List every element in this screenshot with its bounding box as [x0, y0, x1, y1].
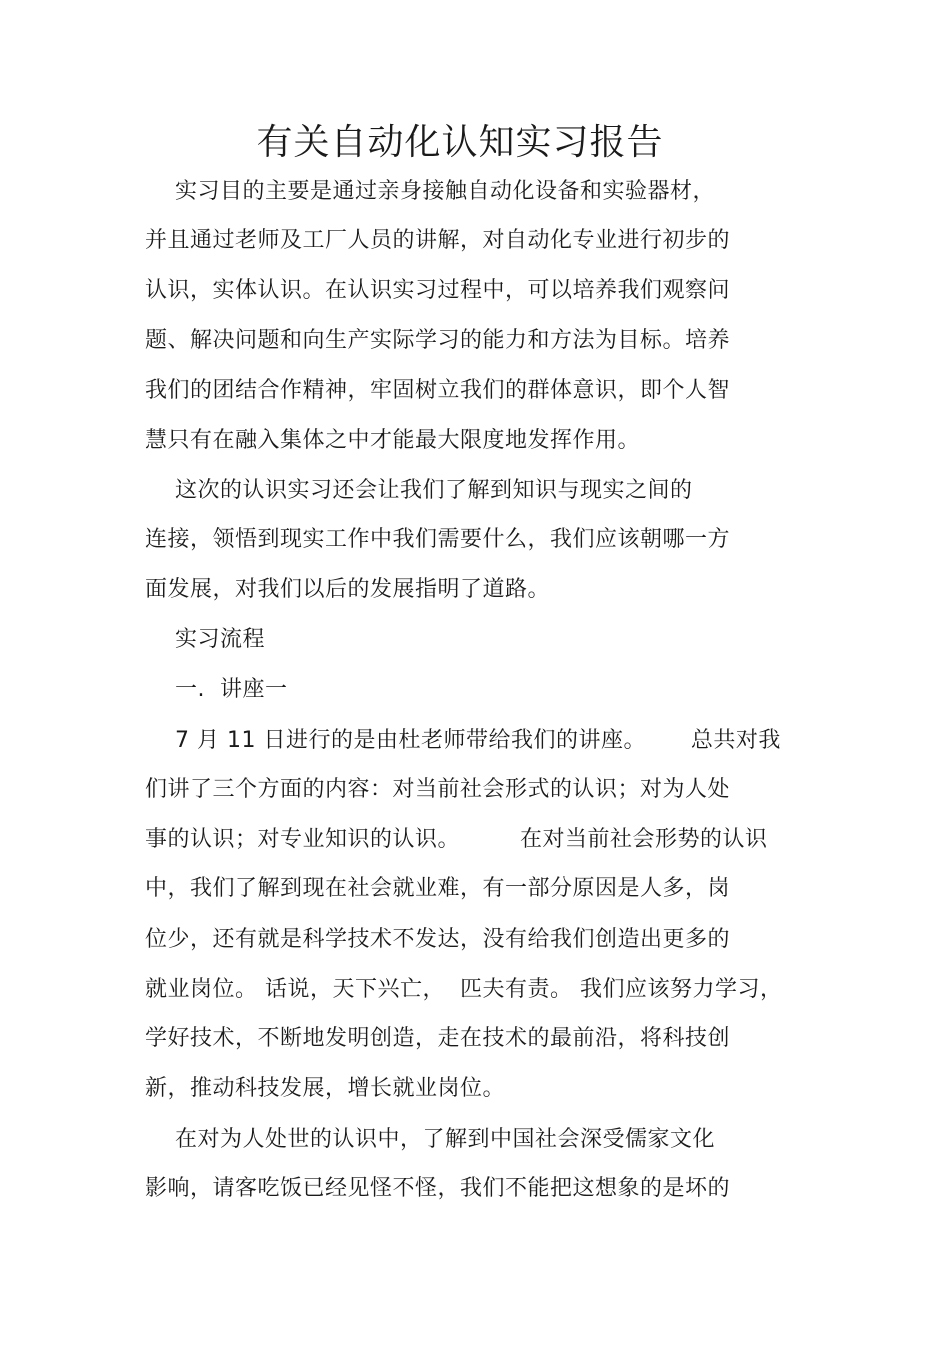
body-line: 实习目的主要是通过亲身接触自动化设备和实验器材，: [145, 179, 715, 204]
section-heading: 实习流程: [145, 627, 265, 652]
body-line: 们讲了三个方面的内容：对当前社会形式的认识；对为人处: [145, 777, 731, 802]
body-line: 连接，领悟到现实工作中我们需要什么，我们应该朝哪一方: [145, 527, 731, 552]
body-line: 我们的团结合作精神，牢固树立我们的群体意识，即个人智: [145, 378, 731, 403]
body-line: 慧只有在融入集体之中才能最大限度地发挥作用。: [145, 428, 641, 453]
subsection-heading: 一. 讲座一: [145, 677, 288, 702]
body-line: 并且通过老师及工厂人员的讲解，对自动化专业进行初步的: [145, 228, 731, 253]
document-title: 有关自动化认知实习报告: [256, 122, 664, 163]
body-line: 位少，还有就是科学技术不发达，没有给我们创造出更多的: [145, 927, 731, 952]
body-line: 新，推动科技发展，增长就业岗位。: [145, 1076, 506, 1101]
body-line: 事的认识；对专业知识的认识。 在对当前社会形势的认识: [145, 827, 768, 852]
body-line: 认识，实体认识。在认识实习过程中，可以培养我们观察问: [145, 278, 731, 303]
body-line: 就业岗位。 话说，天下兴亡， 匹夫有责。 我们应该努力学习，: [145, 977, 783, 1002]
body-line: 在对为人处世的认识中，了解到中国社会深受儒家文化: [145, 1127, 715, 1152]
body-line: 中，我们了解到现在社会就业难，有一部分原因是人多，岗: [145, 876, 731, 901]
body-line: 题、解决问题和向生产实际学习的能力和方法为目标。培养: [145, 328, 731, 353]
body-line: 学好技术，不断地发明创造，走在技术的最前沿，将科技创: [145, 1026, 731, 1051]
body-line: 7 月 11 日进行的是由杜老师带给我们的讲座。 总共对我: [145, 728, 781, 753]
body-line: 这次的认识实习还会让我们了解到知识与现实之间的: [145, 478, 693, 503]
body-line: 面发展，对我们以后的发展指明了道路。: [145, 577, 551, 602]
body-line: 影响，请客吃饭已经见怪不怪，我们不能把这想象的是坏的: [145, 1176, 731, 1201]
